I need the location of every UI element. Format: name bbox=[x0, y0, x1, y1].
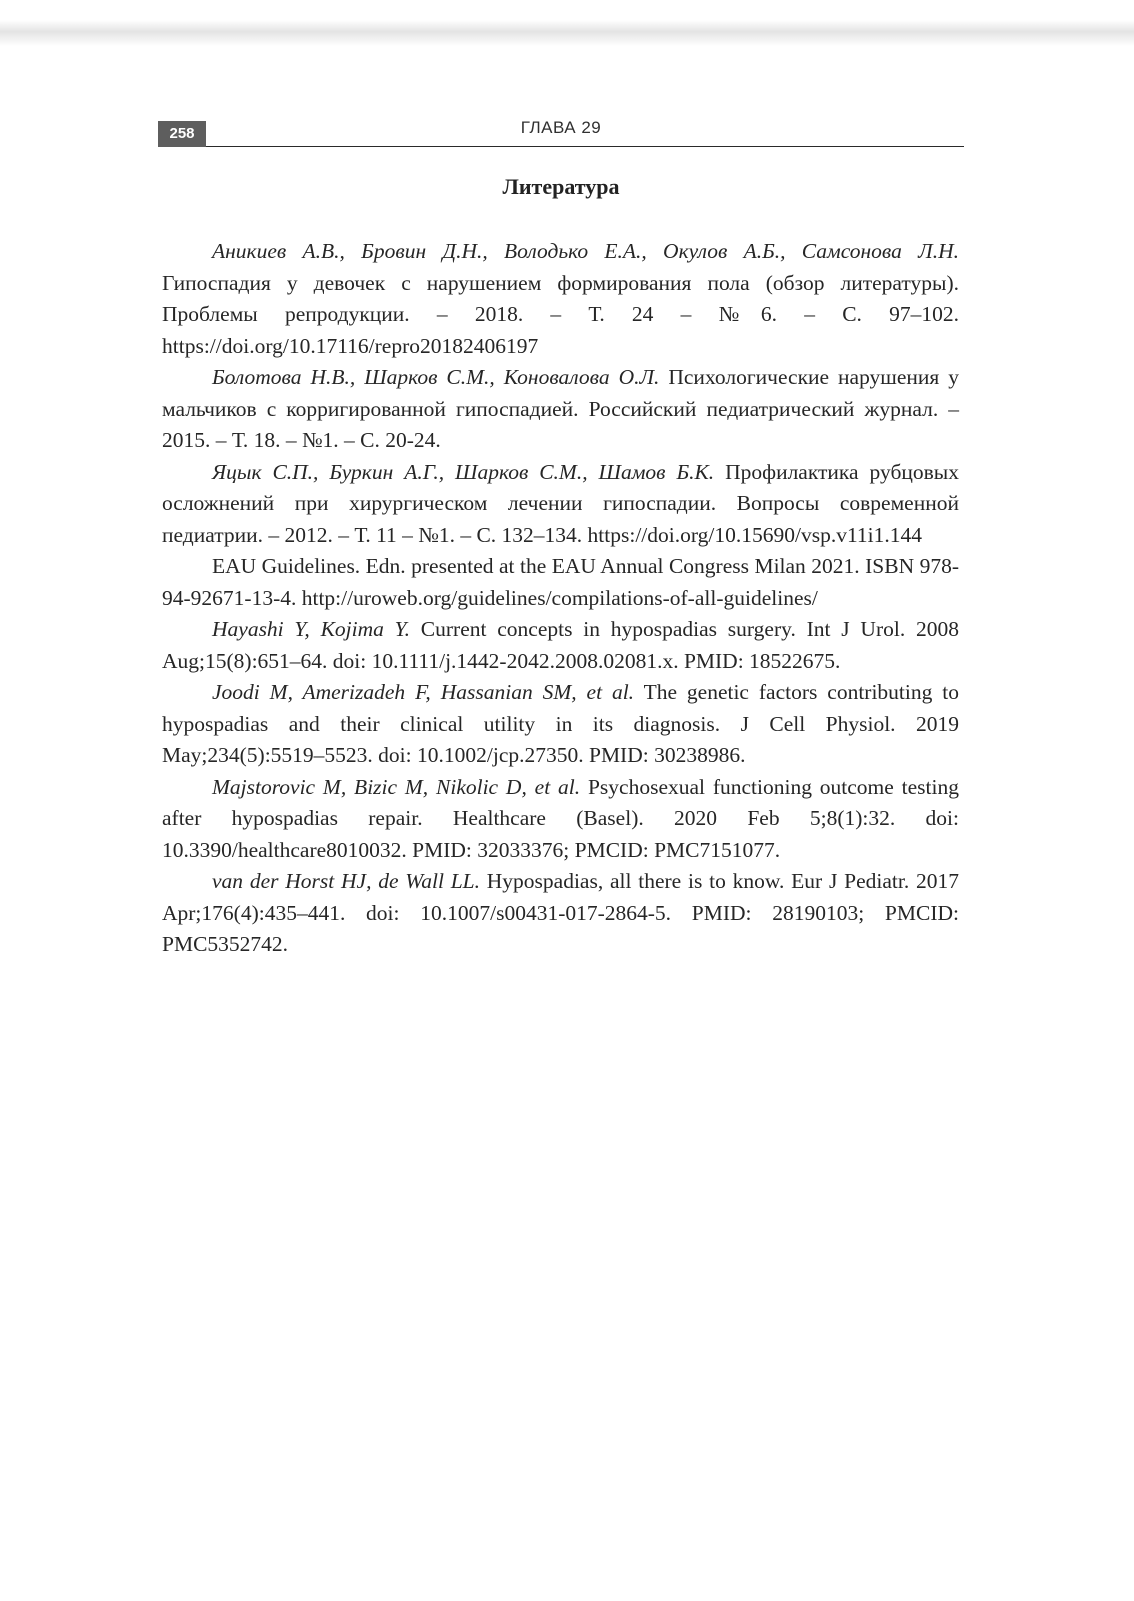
reference-text: The genetic factors contributing to hypospadias and their clinical utility in its diagnosis. J Cell Physiol. 2019 May;234(5):5519–5523. doi: 10.1002/jcp.27350. PMID: 30238986. bbox=[162, 680, 960, 767]
reference-text: Current concepts in hypospadias surgery. Int J Urol. 2008 Aug;15(8):651–64. doi: 10.1111/j.1442-2042.2008.02081.x. PMID: 18522675. bbox=[162, 617, 959, 673]
reference-list bbox=[162, 236, 959, 961]
reference-item bbox=[162, 236, 959, 362]
reference-text: Psychosexual functioning outcome testing after hypospadias repair. Healthcare (Basel). 2020 Feb 5;8(1):32. doi: 10.3390/healthcare8010032. PMID: 32033376; PMCID: PMC7151077. bbox=[162, 774, 959, 862]
reference-authors: Majstorovic M, Bizic M, Nikolic D, et al. bbox=[212, 774, 581, 799]
page-number-badge: 258 bbox=[158, 121, 206, 147]
section-title: Литература bbox=[502, 174, 620, 199]
reference-authors: Аникиев А.В., Бровин Д.Н., Володько Е.А., Окулов А.Б., Самсонова Л.Н. bbox=[212, 239, 959, 263]
scan-edge-shadow bbox=[0, 20, 1134, 46]
reference-authors: Joodi M, Amerizadeh F, Hassanian SM, et al. bbox=[212, 680, 635, 704]
reference-item bbox=[162, 772, 959, 867]
reference-authors: Hayashi Y, Kojima Y. bbox=[212, 617, 411, 641]
reference-text: EAU Guidelines. Edn. presented at the EAU Annual Congress Milan 2021. ISBN 978-94-92671-13-4. http://uroweb.org/guidelines/compilations-of-all-guidelines/ bbox=[162, 554, 959, 610]
reference-item bbox=[162, 614, 959, 677]
reference-authors: Яцык С.П., Буркин А.Г., Шарков С.М., Шамов Б.К. bbox=[212, 459, 715, 484]
reference-item bbox=[162, 551, 959, 614]
reference-item bbox=[162, 677, 959, 772]
reference-item bbox=[162, 866, 959, 961]
chapter-title: ГЛАВА 29 bbox=[520, 118, 602, 137]
reference-text: Гипоспадия у девочек с нарушением формирования пола (обзор литературы). Проблемы репродукции. – 2018. – Т. 24 – №6. – С. 97–102. https://doi.org/10.17116/repro20182406197 bbox=[162, 270, 959, 358]
reference-item bbox=[162, 457, 959, 552]
running-head bbox=[158, 116, 964, 152]
reference-authors: Болотова Н.В., Шарков С.М., Коновалова О.Л. bbox=[212, 365, 660, 389]
reference-text: Психологические нарушения у мальчиков с корригированной гипоспадией. Российский педиатрический журнал. – 2015. – Т. 18. – №1. – С. 20-24. bbox=[162, 365, 959, 452]
reference-text: Профилактика рубцовых осложнений при хирургическом лечении гипоспадии. Вопросы современной педиатрии. – 2012. – Т. 11 – №1. – С. 132–134. https://doi.org/10.15690/vsp.v11i1.144 bbox=[162, 459, 959, 547]
reference-item bbox=[162, 362, 959, 457]
reference-text: Hypospadias, all there is to know. Eur J Pediatr. 2017 Apr;176(4):435–441. doi: 10.1007/s00431-017-2864-5. PMID: 28190103; PMCID: PMC5352742. bbox=[162, 869, 959, 956]
reference-authors: van der Horst HJ, de Wall LL. bbox=[212, 869, 480, 893]
header-rule bbox=[206, 146, 964, 147]
